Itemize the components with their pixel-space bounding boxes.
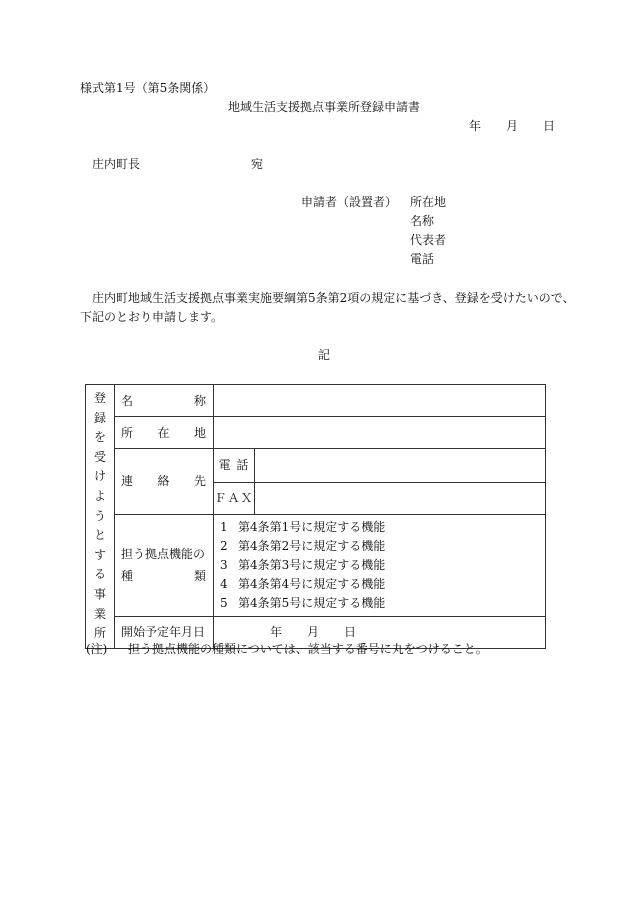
function-text: 第4条第5号に規定する機能 bbox=[238, 595, 386, 610]
note-text: 担う拠点機能の種類については、該当する番号に丸をつけること。 bbox=[128, 642, 488, 656]
fax-label-cell: ＦＡＸ bbox=[214, 482, 255, 514]
function-item[interactable] bbox=[220, 518, 545, 537]
function-number: 4 bbox=[220, 576, 228, 591]
name-input-cell[interactable] bbox=[214, 385, 546, 417]
side-char: け bbox=[93, 469, 106, 484]
function-text: 第4条第2号に規定する機能 bbox=[238, 538, 386, 553]
start-day-label: 日 bbox=[344, 625, 357, 640]
form-number: 様式第1号（第5条関係） bbox=[80, 81, 216, 95]
addressee-name: 庄内町長 bbox=[92, 157, 141, 171]
function-label-char: 種 bbox=[121, 569, 134, 584]
location-label-char: 所 bbox=[121, 425, 134, 440]
fax-input-cell[interactable] bbox=[255, 482, 546, 514]
function-number: 2 bbox=[220, 538, 228, 553]
function-number: 3 bbox=[220, 557, 228, 572]
document-title: 地域生活支援拠点事業所登録申請書 bbox=[228, 100, 421, 114]
side-char: よ bbox=[93, 488, 106, 503]
body-text-line1: 庄内町地域生活支援拠点事業実施要綱第5条第2項の規定に基づき、登録を受けたいので、 bbox=[92, 291, 575, 305]
start-month-label: 月 bbox=[307, 625, 320, 640]
side-char: す bbox=[93, 547, 106, 562]
name-label-char: 称 bbox=[193, 393, 206, 408]
function-item[interactable] bbox=[220, 594, 545, 613]
applicant-label: 申請者（設置者） bbox=[301, 195, 398, 209]
side-char: 所 bbox=[93, 626, 106, 641]
function-text: 第4条第4号に規定する機能 bbox=[238, 576, 386, 591]
location-label-char: 在 bbox=[157, 425, 170, 440]
note-prefix: (注) bbox=[86, 642, 108, 656]
phone-label-cell: 電 話 bbox=[214, 449, 255, 483]
side-char: と bbox=[93, 528, 106, 543]
applicant-representative-label: 代表者 bbox=[410, 233, 447, 247]
location-input-cell[interactable] bbox=[214, 417, 546, 449]
side-char: 受 bbox=[93, 449, 106, 464]
addressee-honorific: 宛 bbox=[251, 157, 264, 171]
side-char: 録 bbox=[93, 410, 106, 425]
side-char: う bbox=[93, 508, 106, 523]
registration-table bbox=[85, 384, 546, 649]
name-label-char: 名 bbox=[121, 393, 134, 408]
date-month-label: 月 bbox=[506, 119, 519, 133]
function-label-line1: 担う拠点機能の bbox=[121, 547, 206, 562]
body-text-line2: 下記のとおり申請します。 bbox=[80, 310, 224, 324]
contact-label-cell bbox=[115, 449, 214, 515]
function-label-char: 類 bbox=[193, 569, 206, 584]
function-item[interactable] bbox=[220, 575, 545, 594]
contact-label-char: 連 bbox=[121, 474, 134, 489]
function-list-cell bbox=[214, 514, 546, 616]
start-date-label-cell: 開始予定年月日 bbox=[115, 616, 214, 648]
function-item[interactable] bbox=[220, 556, 545, 575]
function-text: 第4条第3号に規定する機能 bbox=[238, 557, 386, 572]
side-char: を bbox=[93, 430, 106, 445]
applicant-name-label: 名称 bbox=[410, 214, 435, 228]
applicant-address-label: 所在地 bbox=[410, 195, 447, 209]
applicant-phone-label: 電話 bbox=[410, 252, 435, 266]
start-year-label: 年 bbox=[270, 625, 283, 640]
function-text: 第4条第1号に規定する機能 bbox=[238, 519, 386, 534]
function-number: 1 bbox=[220, 519, 228, 534]
ki-heading: 記 bbox=[318, 348, 331, 362]
side-label-vertical bbox=[86, 385, 115, 649]
side-char: 登 bbox=[93, 391, 106, 405]
function-label-cell bbox=[115, 514, 214, 616]
location-label-char: 地 bbox=[193, 425, 206, 440]
contact-label-char: 先 bbox=[193, 474, 206, 489]
phone-input-cell[interactable] bbox=[255, 449, 546, 483]
contact-label-char: 絡 bbox=[157, 474, 170, 489]
date-day-label: 日 bbox=[543, 119, 556, 133]
function-number: 5 bbox=[220, 595, 228, 610]
function-item[interactable] bbox=[220, 537, 545, 556]
name-label-cell bbox=[115, 385, 214, 417]
location-label-cell bbox=[115, 417, 214, 449]
side-char: 事 bbox=[93, 586, 106, 601]
date-year-label: 年 bbox=[469, 119, 482, 133]
side-char: 業 bbox=[93, 606, 106, 621]
side-char: る bbox=[93, 567, 106, 582]
